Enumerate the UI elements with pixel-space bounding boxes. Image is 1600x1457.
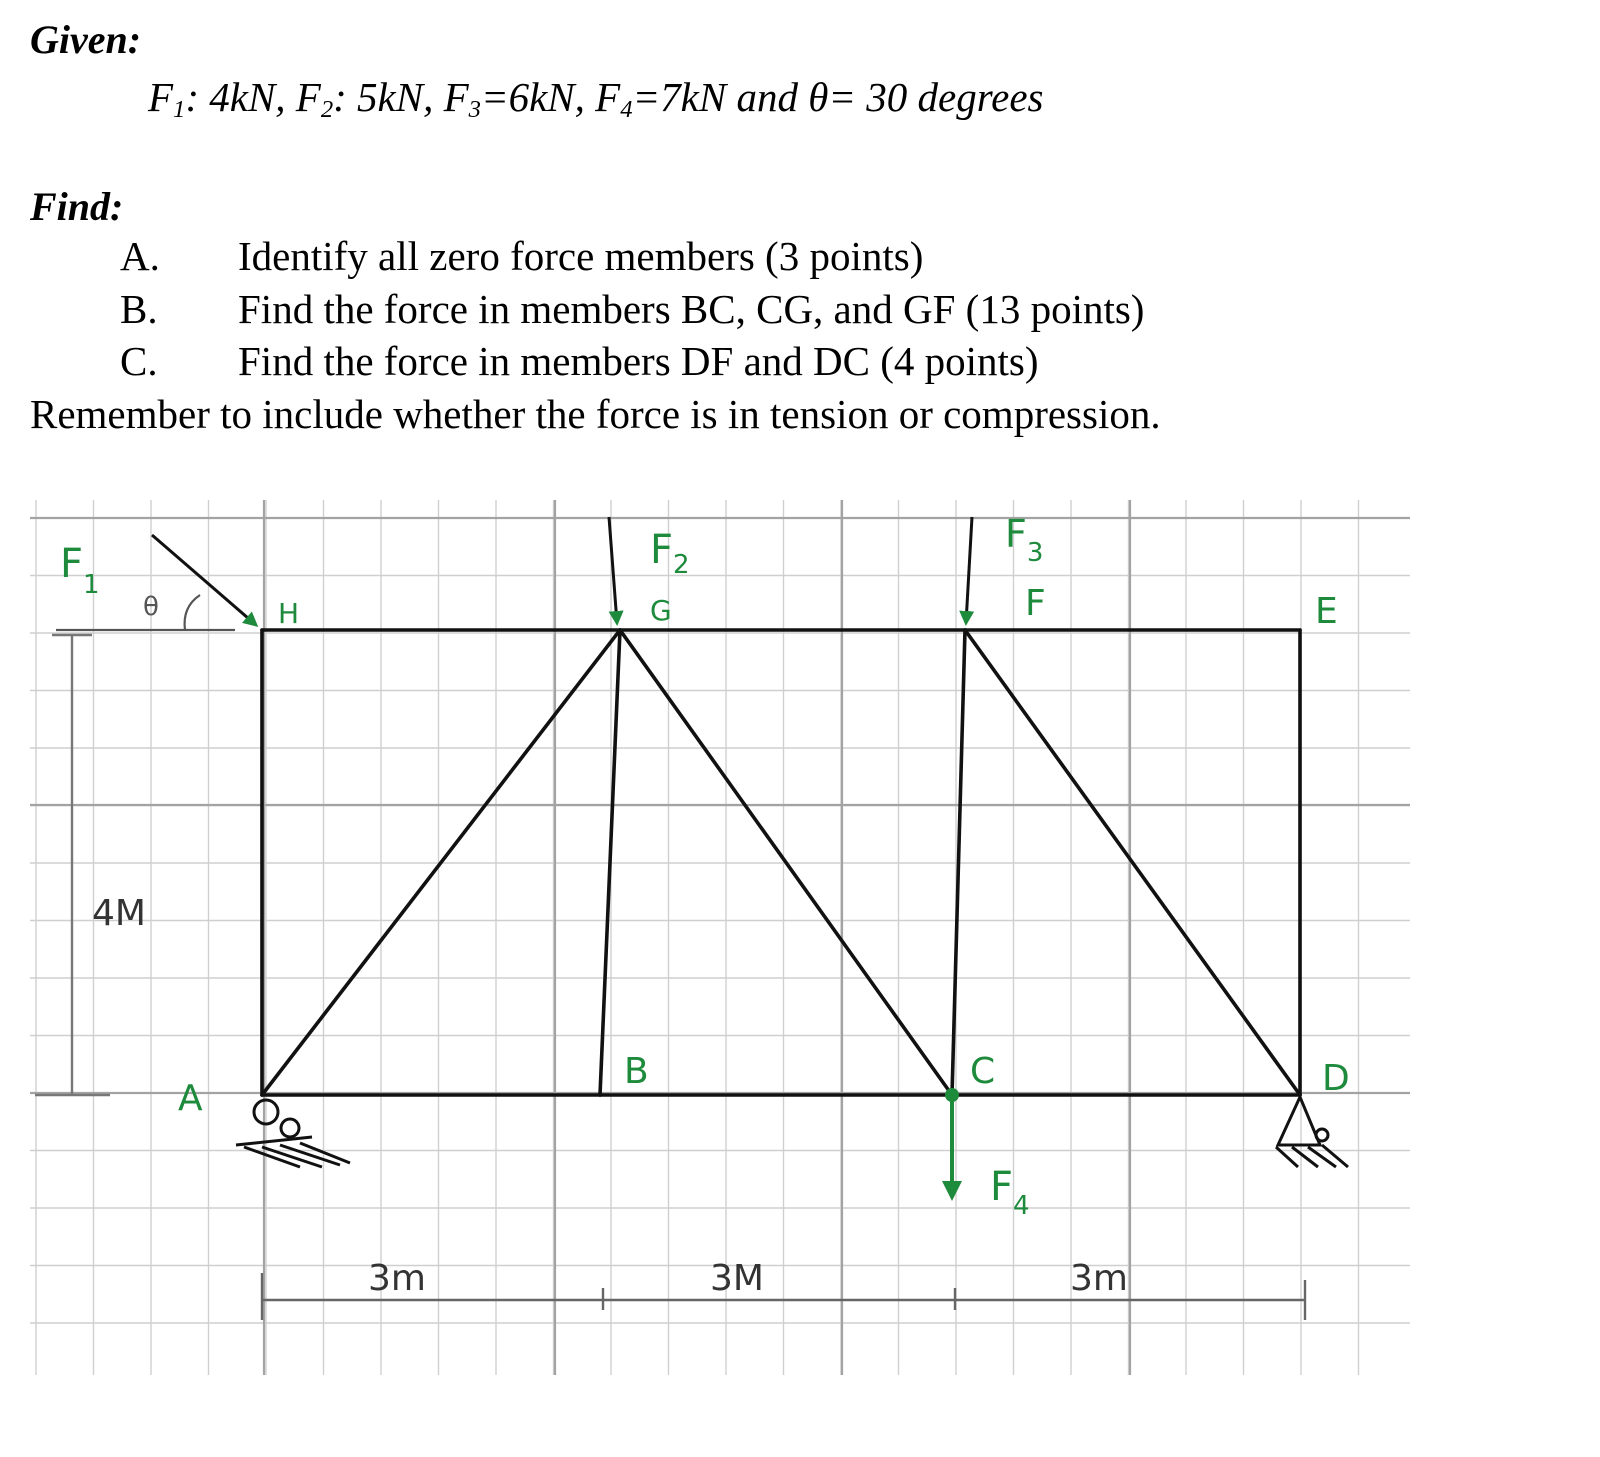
dimension-height xyxy=(35,635,110,1095)
node-label-d: D xyxy=(1322,1058,1350,1099)
node-label-b: B xyxy=(624,1051,649,1092)
pin-support-d xyxy=(1276,1097,1348,1167)
find-item-text: Identify all zero force members (3 points) xyxy=(238,233,924,279)
find-item-label: A. xyxy=(120,233,160,279)
node-label-c: C xyxy=(970,1051,996,1092)
node-label-f: F xyxy=(1025,583,1046,624)
height-label: 4M xyxy=(92,893,146,934)
force-f4-label: $F_4$ xyxy=(990,1164,1030,1221)
force-f3-arrow xyxy=(966,517,972,623)
given-theta-value: = 30 degrees xyxy=(828,74,1044,120)
given-theta: θ xyxy=(808,74,829,120)
truss-diagram xyxy=(0,495,1600,1415)
find-item-text: Find the force in members BC, CG, and GF (13 points) xyxy=(238,286,1145,332)
find-heading: Find: xyxy=(30,184,124,229)
given-heading: Given: xyxy=(30,17,142,62)
roller-support-a xyxy=(236,1100,350,1167)
given-f2: $F_2$: 5kN, xyxy=(295,74,444,124)
force-f3-label: $F_3$ xyxy=(1005,512,1044,568)
node-label-e: E xyxy=(1315,591,1338,632)
span-label: 3m xyxy=(368,1258,426,1299)
find-item-text: Find the force in members DF and DC (4 points) xyxy=(238,338,1039,384)
span-label: 3m xyxy=(1070,1258,1128,1299)
node-label-a: A xyxy=(178,1078,203,1119)
force-f2-arrow xyxy=(609,517,617,623)
angle-label: θ xyxy=(143,592,159,622)
find-item-label: C. xyxy=(120,338,158,384)
span-label: 3M xyxy=(710,1258,764,1299)
node-label-h: H xyxy=(278,597,300,630)
force-f1-arrow xyxy=(152,535,256,625)
force-f1-label: $F_1$ xyxy=(60,541,100,600)
find-item-label: B. xyxy=(120,286,158,332)
given-f4: $F_4=7kN$ xyxy=(595,74,727,124)
given-f1: $F_1$: 4kN, xyxy=(148,74,296,124)
node-label-g: G xyxy=(650,594,672,627)
given-conjunction: and xyxy=(736,74,798,120)
given-values xyxy=(148,73,1044,124)
given-f3: $F_3=6kN$, xyxy=(443,74,596,124)
force-f2-label: $F_2$ xyxy=(650,527,690,580)
reminder-text: Remember to include whether the force is in tension or compression. xyxy=(30,391,1161,437)
